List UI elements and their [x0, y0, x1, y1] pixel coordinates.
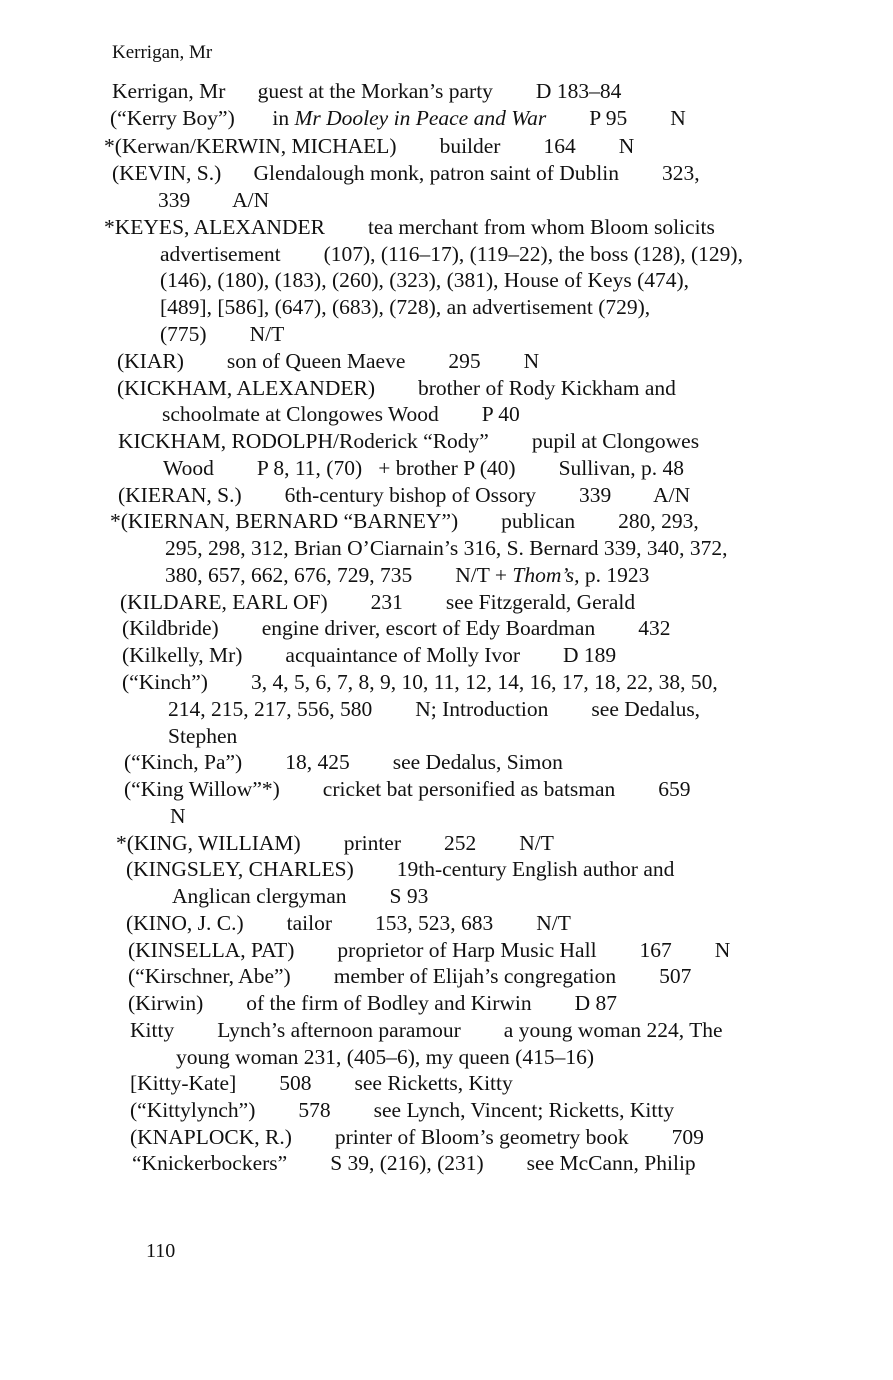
entry-line: *KEYES, ALEXANDER tea merchant from whom Bloom solicits [104, 215, 715, 239]
running-head: Kerrigan, Mr [112, 42, 213, 63]
entry-line: (KILDARE, EARL OF) 231 see Fitzgerald, Gerald [120, 590, 636, 614]
entry-line: Kitty Lynch’s afternoon paramour a young woman 224, The [130, 1018, 723, 1042]
book-title: Thom’s, [512, 563, 580, 587]
entry-line-cont: 214, 215, 217, 556, 580 N; Introduction see Dedalus, [168, 697, 701, 721]
entry-line: (KINO, J. C.) tailor 153, 523, 683 N/T [126, 911, 571, 935]
entry-line: (“King Willow”*) cricket bat personified as batsman 659 [124, 777, 691, 801]
entry-line-cont: young woman 231, (405–6), my queen (415–16) [176, 1045, 594, 1069]
entry-line-cont: N [170, 804, 186, 828]
book-title: Mr Dooley in Peace and War [294, 106, 547, 130]
entry-line: *(KING, WILLIAM) printer 252 N/T [116, 831, 554, 855]
entry-line: (Kildbride) engine driver, escort of Edy Boardman 432 [122, 616, 671, 640]
entry-line-cont: Wood P 8, 11, (70) + brother P (40) Sullivan, p. 48 [163, 456, 684, 480]
entry-line-cont: Anglican clergyman S 93 [172, 884, 429, 908]
entry-line: Kerrigan, Mr guest at the Morkan’s party D 183–84 [112, 79, 622, 103]
entry-line-cont: schoolmate at Clongowes Wood P 40 [162, 402, 520, 426]
entry-line: *(Kerwan/KERWIN, MICHAEL) builder 164 N [104, 134, 635, 158]
entry-line: (“Kerry Boy”) in Mr Dooley in Peace and War P 95 N [110, 106, 686, 130]
entry-line: (“Kittylynch”) 578 see Lynch, Vincent; Ricketts, Kitty [130, 1098, 675, 1122]
entry-line-cont: 295, 298, 312, Brian O’Ciarnain’s 316, S. Bernard 339, 340, 372, [165, 536, 728, 560]
entry-line: (“Kinch”) 3, 4, 5, 6, 7, 8, 9, 10, 11, 12, 14, 16, 17, 18, 22, 38, 50, [122, 670, 718, 694]
page-number: 110 [146, 1240, 176, 1262]
entry-line: (“Kirschner, Abe”) member of Elijah’s congregation 507 [128, 964, 692, 988]
entry-line-cont: 380, 657, 662, 676, 729, 735 N/T + Thom’s, p. 1923 [165, 563, 650, 587]
entry-line-cont: advertisement (107), (116–17), (119–22), the boss (128), (129), [160, 242, 743, 266]
entry-line: (KIERAN, S.) 6th-century bishop of Ossory 339 A/N [118, 483, 691, 507]
entry-line: (Kirwin) of the firm of Bodley and Kirwin D 87 [128, 991, 618, 1015]
entry-line: (Kilkelly, Mr) acquaintance of Molly Ivor D 189 [122, 643, 617, 667]
entry-line-cont: [489], [586], (647), (683), (728), an advertisement (729), [160, 295, 651, 319]
entry-line: (KEVIN, S.) Glendalough monk, patron saint of Dublin 323, [112, 161, 700, 185]
entry-line: (KINSELLA, PAT) proprietor of Harp Music Hall 167 N [128, 938, 731, 962]
entry-line-cont: Stephen [168, 724, 238, 748]
entry-line: (KIAR) son of Queen Maeve 295 N [117, 349, 540, 373]
entry-line: (KNAPLOCK, R.) printer of Bloom’s geometry book 709 [130, 1125, 704, 1149]
entry-line: *(KIERNAN, BERNARD “BARNEY”) publican 280, 293, [110, 509, 699, 533]
entry-line: “Knickerbockers” S 39, (216), (231) see McCann, Philip [132, 1151, 696, 1175]
entry-line: [Kitty-Kate] 508 see Ricketts, Kitty [130, 1071, 513, 1095]
entry-line: (KINGSLEY, CHARLES) 19th-century English author and [126, 857, 675, 881]
entry-line: (KICKHAM, ALEXANDER) brother of Rody Kickham and [117, 376, 676, 400]
entry-line-cont: (146), (180), (183), (260), (323), (381), House of Keys (474), [160, 268, 690, 292]
entry-line: (“Kinch, Pa”) 18, 425 see Dedalus, Simon [124, 750, 563, 774]
entry-line-cont: (775) N/T [160, 322, 285, 346]
entry-line-cont: 339 A/N [158, 188, 270, 212]
entry-line: KICKHAM, RODOLPH/Roderick “Rody” pupil at Clongowes [118, 429, 700, 453]
